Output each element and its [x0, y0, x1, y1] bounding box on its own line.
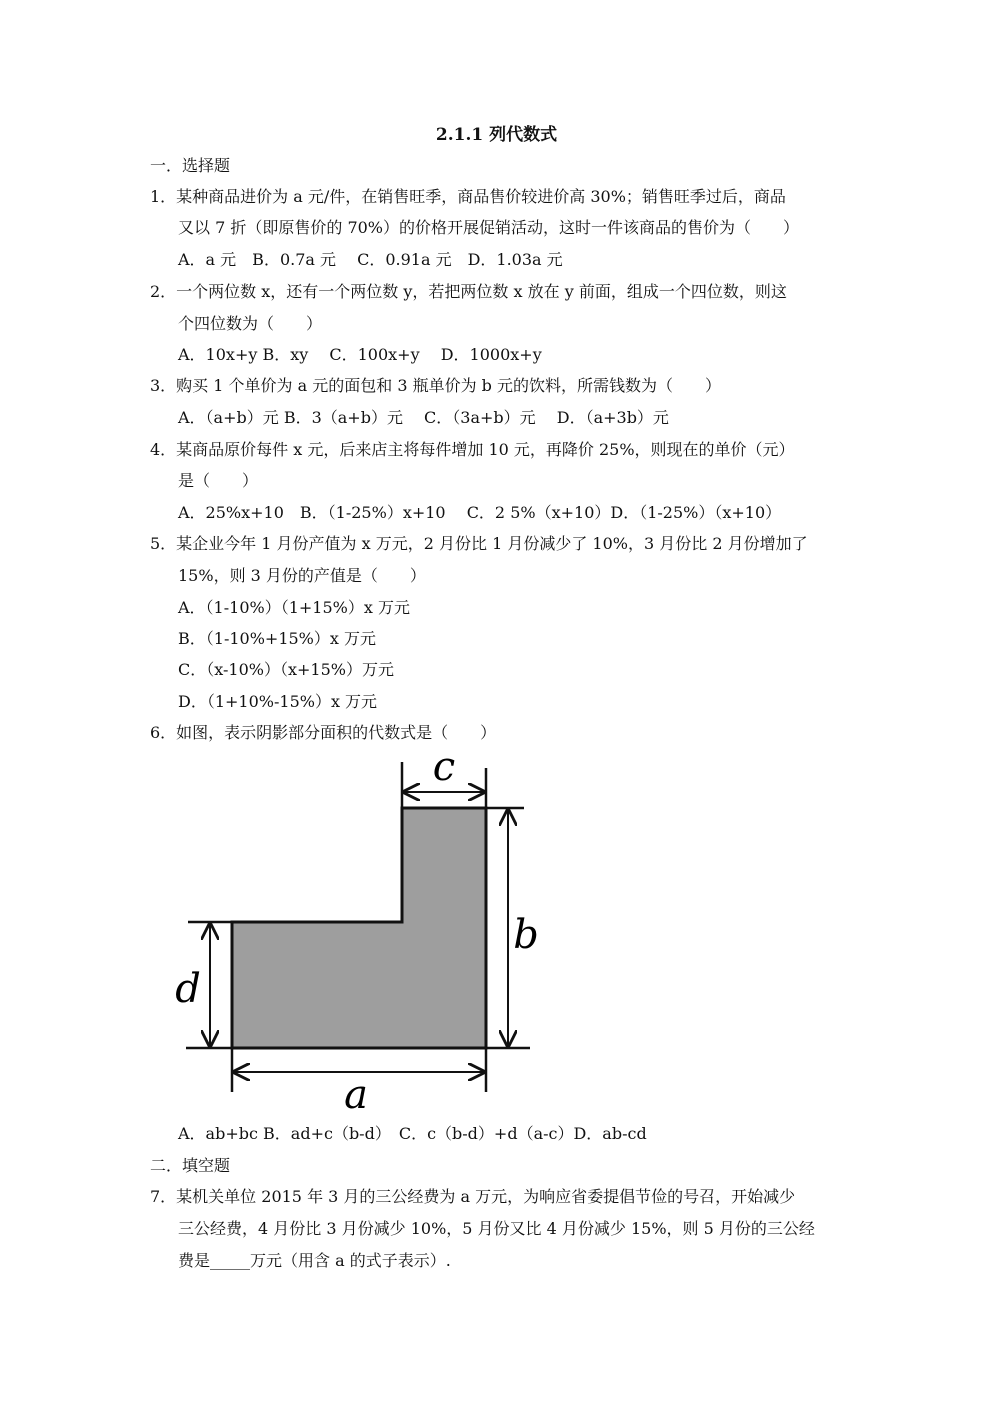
- question-5-option-b: B．（1-10%+15%）x 万元: [178, 629, 376, 648]
- page-title: 2.1.1 列代数式: [435, 125, 558, 145]
- label-c: c: [432, 744, 456, 790]
- question-5-option-d: D．（1+10%-15%）x 万元: [178, 692, 378, 711]
- question-7-line-2: 三公经费，4 月份比 3 月份减少 10%，5 月份又比 4 月份减少 15%，则 5 月份的三公经: [178, 1219, 815, 1238]
- question-1-options: A．a 元 B．0.7a 元 C．0.91a 元 D．1.03a 元: [178, 250, 563, 269]
- question-2-line-1: 2．一个两位数 x，还有一个两位数 y，若把两位数 x 放在 y 前面，组成一个四位数，则这: [150, 282, 787, 301]
- shaded-region: [232, 808, 486, 1048]
- question-6-line-1: 6．如图，表示阴影部分面积的代数式是（ ）: [150, 723, 497, 742]
- question-4-line-2: 是（ ）: [178, 471, 259, 490]
- section-heading-fill-in: 二．填空题: [150, 1156, 231, 1175]
- question-3-line-1: 3．购买 1 个单价为 a 元的面包和 3 瓶单价为 b 元的饮料，所需钱数为（ ）: [150, 376, 722, 395]
- label-d: d: [175, 966, 201, 1012]
- question-5-line-2: 15%，则 3 月份的产值是（ ）: [178, 566, 426, 585]
- question-7-line-1: 7．某机关单位 2015 年 3 月的三公经费为 a 万元，为响应省委提倡节俭的号召，开始减少: [150, 1187, 796, 1206]
- question-2-options: A．10x+y B．xy C．100x+y D．1000x+y: [178, 345, 542, 364]
- label-b: b: [513, 912, 539, 958]
- question-6-options: A．ab+bc B．ad+c（b-d） C．c（b-d）+d（a-c）D．ab-cd: [178, 1124, 647, 1143]
- question-7-line-3: 费是_____万元（用含 a 的式子表示）.: [178, 1251, 451, 1270]
- question-1-line-2: 又以 7 折（即原售价的 70%）的价格开展促销活动，这时一件该商品的售价为（ ）: [178, 218, 800, 237]
- label-a: a: [344, 1072, 368, 1118]
- l-shape-figure: [175, 744, 539, 1118]
- question-5-option-a: A．（1-10%）（1+15%）x 万元: [178, 598, 410, 617]
- question-1-line-1: 1．某种商品进价为 a 元/件，在销售旺季，商品售价较进价高 30%；销售旺季过后，商品: [150, 187, 786, 206]
- question-2-line-2: 个四位数为（ ）: [178, 314, 323, 333]
- section-heading-multiple-choice: 一．选择题: [150, 156, 231, 175]
- question-3-options: A．（a+b）元 B．3（a+b）元 C．（3a+b）元 D．（a+3b）元: [178, 408, 669, 427]
- question-4-line-1: 4．某商品原价每件 x 元，后来店主将每件增加 10 元，再降价 25%，则现在的单价（元）: [150, 440, 795, 459]
- question-4-options: A．25%x+10 B．（1-25%）x+10 C．2 5%（x+10）D．（1-25%）（x+10）: [178, 503, 782, 522]
- question-5-line-1: 5．某企业今年 1 月份产值为 x 万元，2 月份比 1 月份减少了 10%，3 月份比 2 月份增加了: [150, 534, 808, 553]
- question-5-option-c: C．（x-10%）（x+15%）万元: [178, 660, 394, 679]
